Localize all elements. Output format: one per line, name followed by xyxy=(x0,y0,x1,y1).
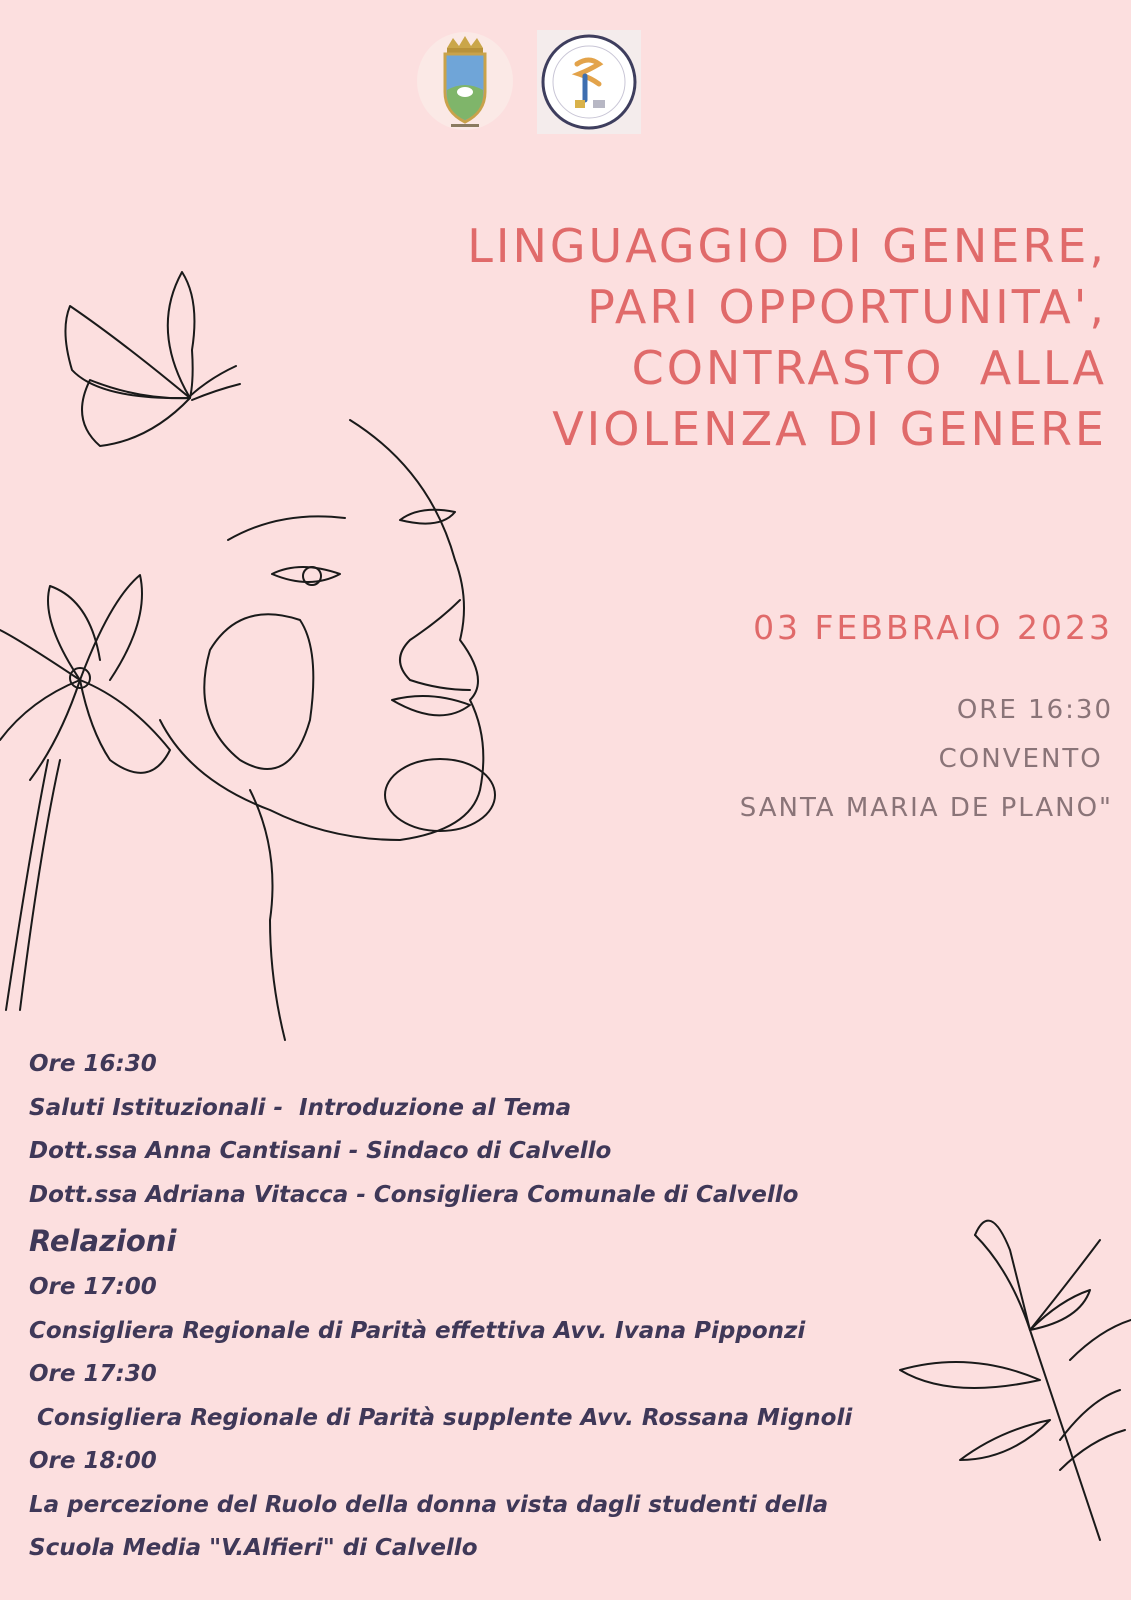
program-line: Saluti Istituzionali - Introduzione al Tema xyxy=(29,1094,572,1121)
venue-line: CONVENTO xyxy=(938,744,1113,774)
program-line: Ore 17:00 xyxy=(29,1274,157,1300)
title-line: PARI OPPORTUNITA', xyxy=(587,280,1107,334)
program-line: Dott.ssa Anna Cantisani - Sindaco di Calvello xyxy=(29,1138,612,1164)
butterfly-icon xyxy=(65,272,240,446)
program-line: Consigliera Regionale di Parità effettiva Avv. Ivana Pipponzi xyxy=(29,1317,806,1344)
program-line: La percezione del Ruolo della donna vista dagli studenti della xyxy=(29,1491,829,1518)
program-line: Ore 18:00 xyxy=(29,1448,157,1474)
title-line: CONTRASTO ALLA xyxy=(631,341,1107,395)
program-line: Ore 17:30 xyxy=(29,1361,157,1387)
title-line: VIOLENZA DI GENERE xyxy=(552,402,1107,456)
program-line: Consigliera Regionale di Parità supplente Avv. Rossana Mignoli xyxy=(29,1404,853,1431)
venue-line: ORE 16:30 xyxy=(956,695,1113,725)
program-section-heading: Relazioni xyxy=(29,1224,177,1258)
event-date: 03 FEBBRAIO 2023 xyxy=(753,608,1113,647)
event-program xyxy=(29,1043,909,1571)
title-line: LINGUAGGIO DI GENERE, xyxy=(467,219,1107,273)
program-line: Dott.ssa Adriana Vitacca - Consigliera Comunale di Calvello xyxy=(29,1181,799,1208)
venue-line: SANTA MARIA DE PLANO" xyxy=(739,793,1113,823)
program-line: Scuola Media "V.Alfieri" di Calvello xyxy=(29,1535,478,1561)
branch-icon xyxy=(900,1221,1131,1540)
program-line: Ore 16:30 xyxy=(29,1051,157,1077)
flower-icon xyxy=(0,575,170,1010)
face-line-icon xyxy=(160,420,495,1040)
